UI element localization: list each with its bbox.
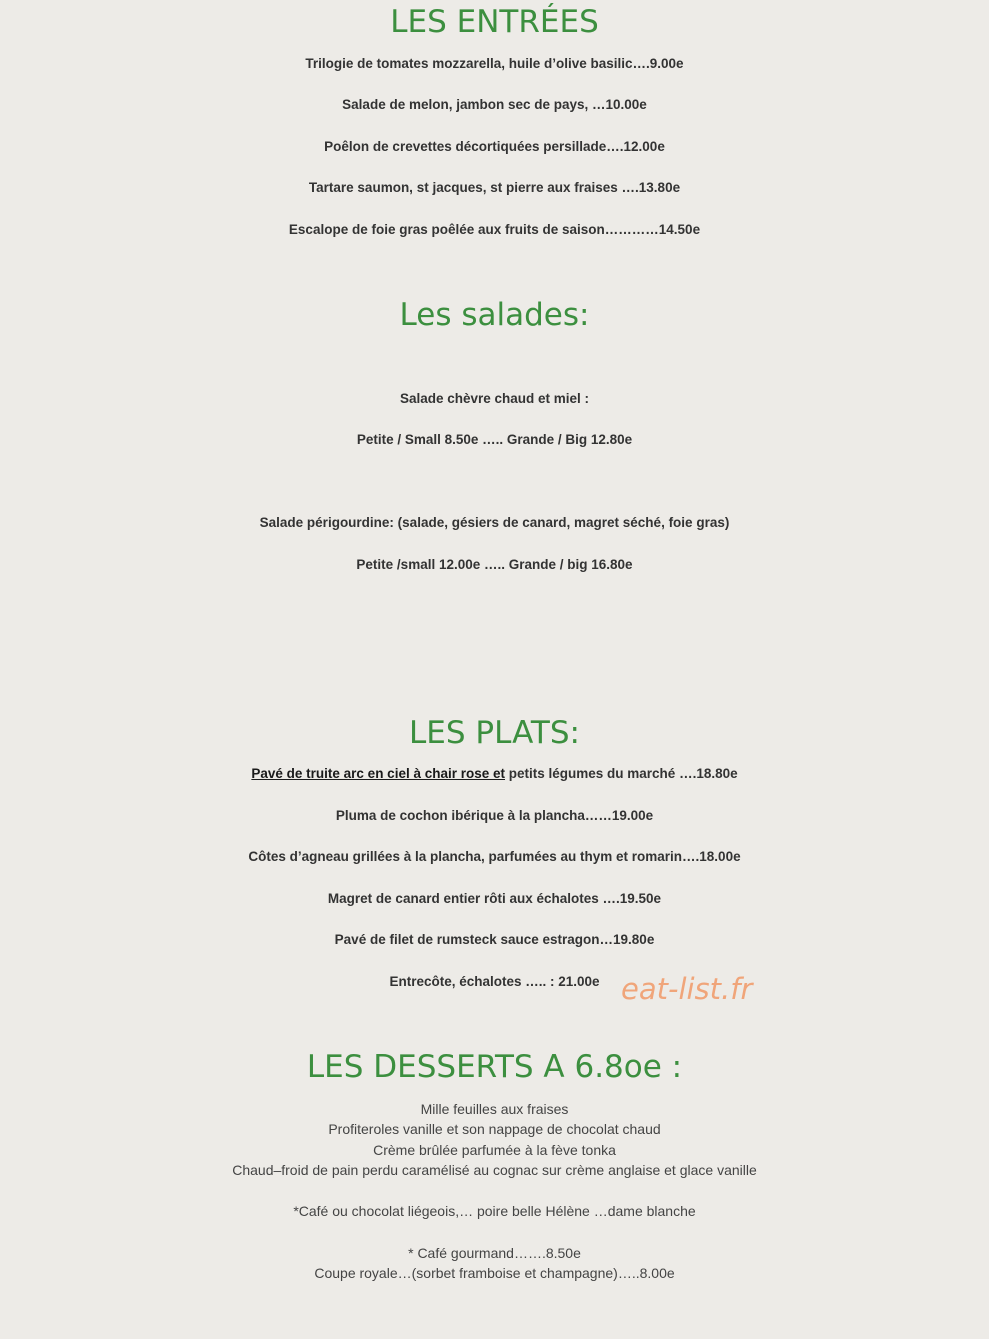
salade-item: Salade périgourdine: (salade, gésiers de canard, magret séché, foie gras)	[259, 515, 730, 530]
salade-price: Petite /small 12.00e ….. Grande / big 16.80e	[356, 557, 633, 572]
plats-heading: LES PLATS:	[409, 715, 580, 751]
plat-item: Pavé de filet de rumsteck sauce estragon…19.80e	[334, 932, 655, 947]
plat-item: Magret de canard entier rôti aux échalotes ….19.50e	[327, 891, 662, 906]
entree-item: Tartare saumon, st jacques, st pierre aux fraises ….13.80e	[308, 180, 681, 195]
dessert-item: *Café ou chocolat liégeois,… poire belle Hélène …dame blanche	[293, 1203, 696, 1219]
salade-item: Salade chèvre chaud et miel :	[399, 391, 590, 406]
plat-item	[0, 766, 989, 782]
dessert-item: Coupe royale…(sorbet framboise et champagne)…..8.00e	[314, 1265, 675, 1281]
entree-item: Trilogie de tomates mozzarella, huile d’olive basilic….9.00e	[305, 56, 684, 71]
salade-price: Petite / Small 8.50e ….. Grande / Big 12.80e	[356, 432, 633, 447]
entree-item: Salade de melon, jambon sec de pays, …10.00e	[342, 97, 647, 112]
plat-item: Entrecôte, échalotes ….. : 21.00e	[389, 974, 600, 989]
salades-heading: Les salades:	[399, 297, 590, 333]
entree-item: Escalope de foie gras poêlée aux fruits de saison…………14.50e	[288, 222, 701, 237]
entree-item: Poêlon de crevettes décortiquées persillade….12.00e	[324, 139, 665, 154]
dessert-item: Chaud–froid de pain perdu caramélisé au cognac sur crème anglaise et glace vanille	[232, 1162, 757, 1178]
plat-item: Côtes d’agneau grillées à la plancha, parfumées au thym et romarin….18.00e	[248, 849, 741, 864]
dessert-item: Mille feuilles aux fraises	[420, 1101, 569, 1117]
desserts-heading: LES DESSERTS A 6.8oe :	[306, 1049, 683, 1085]
entrees-heading: LES ENTRÉES	[390, 4, 599, 40]
dessert-item: Profiteroles vanille et son nappage de chocolat chaud	[328, 1121, 661, 1137]
dessert-item: * Café gourmand…….8.50e	[408, 1245, 581, 1261]
dessert-item: Crème brûlée parfumée à la fève tonka	[373, 1142, 616, 1158]
plat-item-link[interactable]: Pavé de truite arc en ciel à chair rose et	[251, 766, 506, 781]
plat-item: Pluma de cochon ibérique à la plancha……19.00e	[335, 808, 654, 823]
plat-item-rest: petits légumes du marché ….18.80e	[505, 766, 738, 781]
watermark-logo: eat-list.fr	[621, 972, 753, 1006]
